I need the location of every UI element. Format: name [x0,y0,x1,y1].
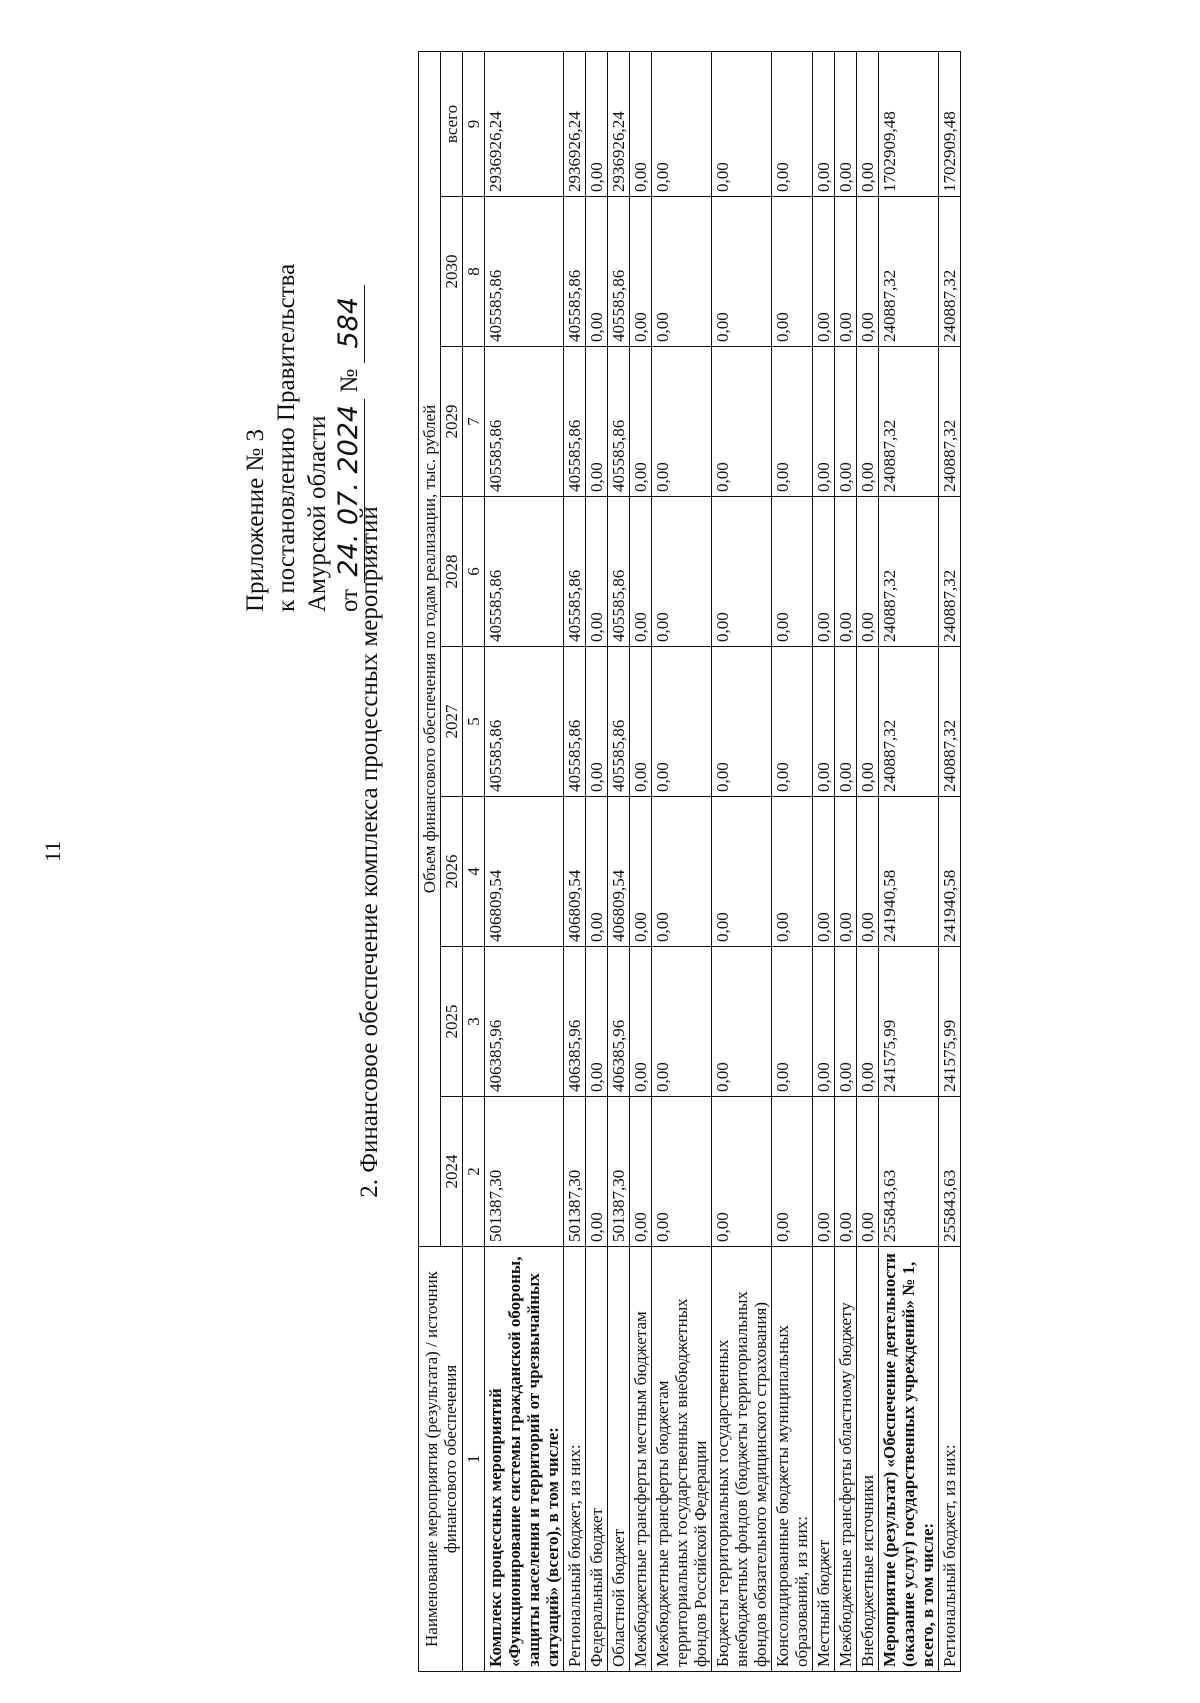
row-name: Внебюджетные источники [857,1247,879,1672]
row-value: 0,00 [772,1097,813,1247]
handwritten-date: 24. 07. 2024 [333,399,365,583]
row-value: 406809,54 [485,797,564,947]
row-value: 240887,32 [879,347,939,497]
row-value: 405585,86 [608,497,630,647]
table-row [564,51,586,1671]
row-value: 406809,54 [564,797,586,947]
row-value: 0,00 [586,497,608,647]
row-value: 0,00 [652,51,712,196]
row-value: 0,00 [772,197,813,347]
row-value: 0,00 [652,1097,712,1247]
table-body [485,51,961,1671]
row-name: Региональный бюджет, из них: [564,1247,586,1672]
row-value: 0,00 [652,947,712,1097]
row-name: Бюджеты территориальных государственных внебюджетных фондов (бюджеты территориальных фондов обязательного медицинского страхования) [712,1247,772,1672]
header-column-number: 7 [463,347,485,497]
row-value: 0,00 [813,51,835,196]
table-row [813,51,835,1671]
row-value: 405585,86 [564,197,586,347]
row-value: 0,00 [772,497,813,647]
table-row [939,51,961,1671]
header-year: 2030 [441,197,463,347]
row-value: 0,00 [835,1097,857,1247]
row-value: 1702909,48 [879,51,939,196]
table-row [857,51,879,1671]
row-value: 405585,86 [564,647,586,797]
row-value: 0,00 [857,51,879,196]
table-row [652,51,712,1671]
header-year: 2029 [441,347,463,497]
row-value: 0,00 [772,797,813,947]
row-value: 0,00 [835,51,857,196]
row-value: 0,00 [857,347,879,497]
header-column-number: 5 [463,647,485,797]
row-value: 501387,30 [608,1097,630,1247]
row-value: 0,00 [630,497,652,647]
row-value: 0,00 [630,51,652,196]
header-column-number: 2 [463,1097,485,1247]
row-value: 240887,32 [939,647,961,797]
row-value: 240887,32 [939,347,961,497]
approval-stamp [240,264,365,612]
row-value: 0,00 [712,497,772,647]
row-value: 0,00 [586,947,608,1097]
row-name: Консолидированные бюджеты муниципальных образований, из них: [772,1247,813,1672]
handwritten-number: 584 [333,285,365,363]
table-row [879,51,939,1671]
row-value: 0,00 [712,197,772,347]
row-value: 0,00 [630,197,652,347]
row-value: 0,00 [835,947,857,1097]
table-row [608,51,630,1671]
row-value: 0,00 [652,647,712,797]
header-column-number: 6 [463,497,485,647]
row-value: 501387,30 [485,1097,564,1247]
row-value: 0,00 [712,947,772,1097]
row-name: Межбюджетные трансферты областному бюджету [835,1247,857,1672]
row-value: 405585,86 [485,497,564,647]
row-value: 405585,86 [564,497,586,647]
row-value: 0,00 [857,1097,879,1247]
row-value: 0,00 [630,947,652,1097]
row-value: 0,00 [652,347,712,497]
row-value: 0,00 [813,947,835,1097]
row-value: 406385,96 [485,947,564,1097]
row-value: 0,00 [772,347,813,497]
number-label: № [336,368,363,393]
row-value: 241940,58 [879,797,939,947]
row-name: Мероприятие (результат) «Обеспечение деятельности (оказание услуг) государственных учреждений» № 1, всего, в том числе: [879,1247,939,1672]
row-value: 0,00 [835,647,857,797]
row-value: 0,00 [813,347,835,497]
row-value: 1702909,48 [939,51,961,196]
row-name: Региональный бюджет, из них: [939,1247,961,1672]
row-value: 0,00 [813,497,835,647]
row-value: 405585,86 [564,347,586,497]
row-value: 240887,32 [939,497,961,647]
row-value: 406385,96 [608,947,630,1097]
header-year: 2024 [441,1097,463,1247]
header-year: 2026 [441,797,463,947]
row-value: 0,00 [857,647,879,797]
row-value: 0,00 [586,347,608,497]
header-column-number: 1 [463,1247,485,1672]
row-value: 0,00 [772,947,813,1097]
approval-line-1: Приложение № 3 [242,428,269,612]
row-value: 2936926,24 [564,51,586,196]
row-value: 405585,86 [485,197,564,347]
row-value: 241575,99 [939,947,961,1097]
row-name: Комплекс процессных мероприятий «Функционирование системы гражданской обороны, защиты населения и территорий от чрезвычайных ситуаций» (всего), в том числе: [485,1247,564,1672]
row-value: 0,00 [652,197,712,347]
row-value: 405585,86 [485,647,564,797]
row-name: Местный бюджет [813,1247,835,1672]
row-name: Межбюджетные трансферты бюджетам территориальных государственных внебюджетных фондов Российской Федерации [652,1247,712,1672]
row-value: 0,00 [813,647,835,797]
row-value: 255843,63 [879,1097,939,1247]
row-value: 0,00 [586,197,608,347]
row-value: 0,00 [712,797,772,947]
header-column-number: 3 [463,947,485,1097]
row-value: 0,00 [813,197,835,347]
row-value: 0,00 [586,1097,608,1247]
header-year: 2025 [441,947,463,1097]
row-value: 0,00 [857,197,879,347]
row-value: 501387,30 [564,1097,586,1247]
row-value: 0,00 [712,347,772,497]
header-year: 2028 [441,497,463,647]
row-value: 406385,96 [564,947,586,1097]
table-row [772,51,813,1671]
header-volume: Объем финансового обеспечения по годам реализации, тыс. рублей [419,51,441,1246]
row-value: 240887,32 [879,647,939,797]
from-label: от [336,588,363,612]
row-value: 0,00 [813,1097,835,1247]
row-value: 0,00 [712,647,772,797]
row-value: 0,00 [586,647,608,797]
header-name: Наименование мероприятия (результата) / источник финансового обеспечения [419,1247,463,1672]
row-value: 2936926,24 [608,51,630,196]
row-value: 0,00 [630,797,652,947]
row-value: 0,00 [652,797,712,947]
document-page [40,32,1160,1672]
row-value: 0,00 [857,947,879,1097]
row-value: 0,00 [652,497,712,647]
row-value: 241940,58 [939,797,961,947]
header-year: 2027 [441,647,463,797]
row-value: 255843,63 [939,1097,961,1247]
row-name: Областной бюджет [608,1247,630,1672]
table-row [835,51,857,1671]
row-value: 0,00 [586,797,608,947]
approval-line-3: Амурской области [304,415,331,612]
section-title: 2. Финансовое обеспечение комплекса процессных мероприятий [356,506,383,1198]
row-value: 406809,54 [608,797,630,947]
header-column-number: 9 [463,51,485,196]
row-value: 0,00 [857,797,879,947]
row-value: 0,00 [813,797,835,947]
row-value: 0,00 [835,497,857,647]
row-value: 0,00 [586,51,608,196]
row-value: 405585,86 [608,347,630,497]
row-value: 405585,86 [608,647,630,797]
row-value: 0,00 [835,197,857,347]
row-name: Межбюджетные трансферты местным бюджетам [630,1247,652,1672]
row-value: 0,00 [630,1097,652,1247]
table-row [485,51,564,1671]
row-value: 0,00 [630,647,652,797]
row-value: 240887,32 [879,197,939,347]
row-value: 241575,99 [879,947,939,1097]
page-number: 11 [40,840,65,862]
row-value: 0,00 [630,347,652,497]
header-column-numbers-row [463,51,485,1671]
table-row [586,51,608,1671]
row-value: 405585,86 [485,347,564,497]
row-value: 240887,32 [879,497,939,647]
row-value: 2936926,24 [485,51,564,196]
row-value: 0,00 [712,1097,772,1247]
row-value: 0,00 [772,51,813,196]
row-value: 0,00 [772,647,813,797]
row-value: 0,00 [835,347,857,497]
financing-table [418,51,961,1672]
row-name: Федеральный бюджет [586,1247,608,1672]
row-value: 405585,86 [608,197,630,347]
row-value: 0,00 [835,797,857,947]
table-row [630,51,652,1671]
header-year: всего [441,51,463,196]
table-row [712,51,772,1671]
row-value: 240887,32 [939,197,961,347]
row-value: 0,00 [712,51,772,196]
approval-line-2: к постановлению Правительства [273,263,300,612]
row-value: 0,00 [857,497,879,647]
header-column-number: 4 [463,797,485,947]
header-column-number: 8 [463,197,485,347]
